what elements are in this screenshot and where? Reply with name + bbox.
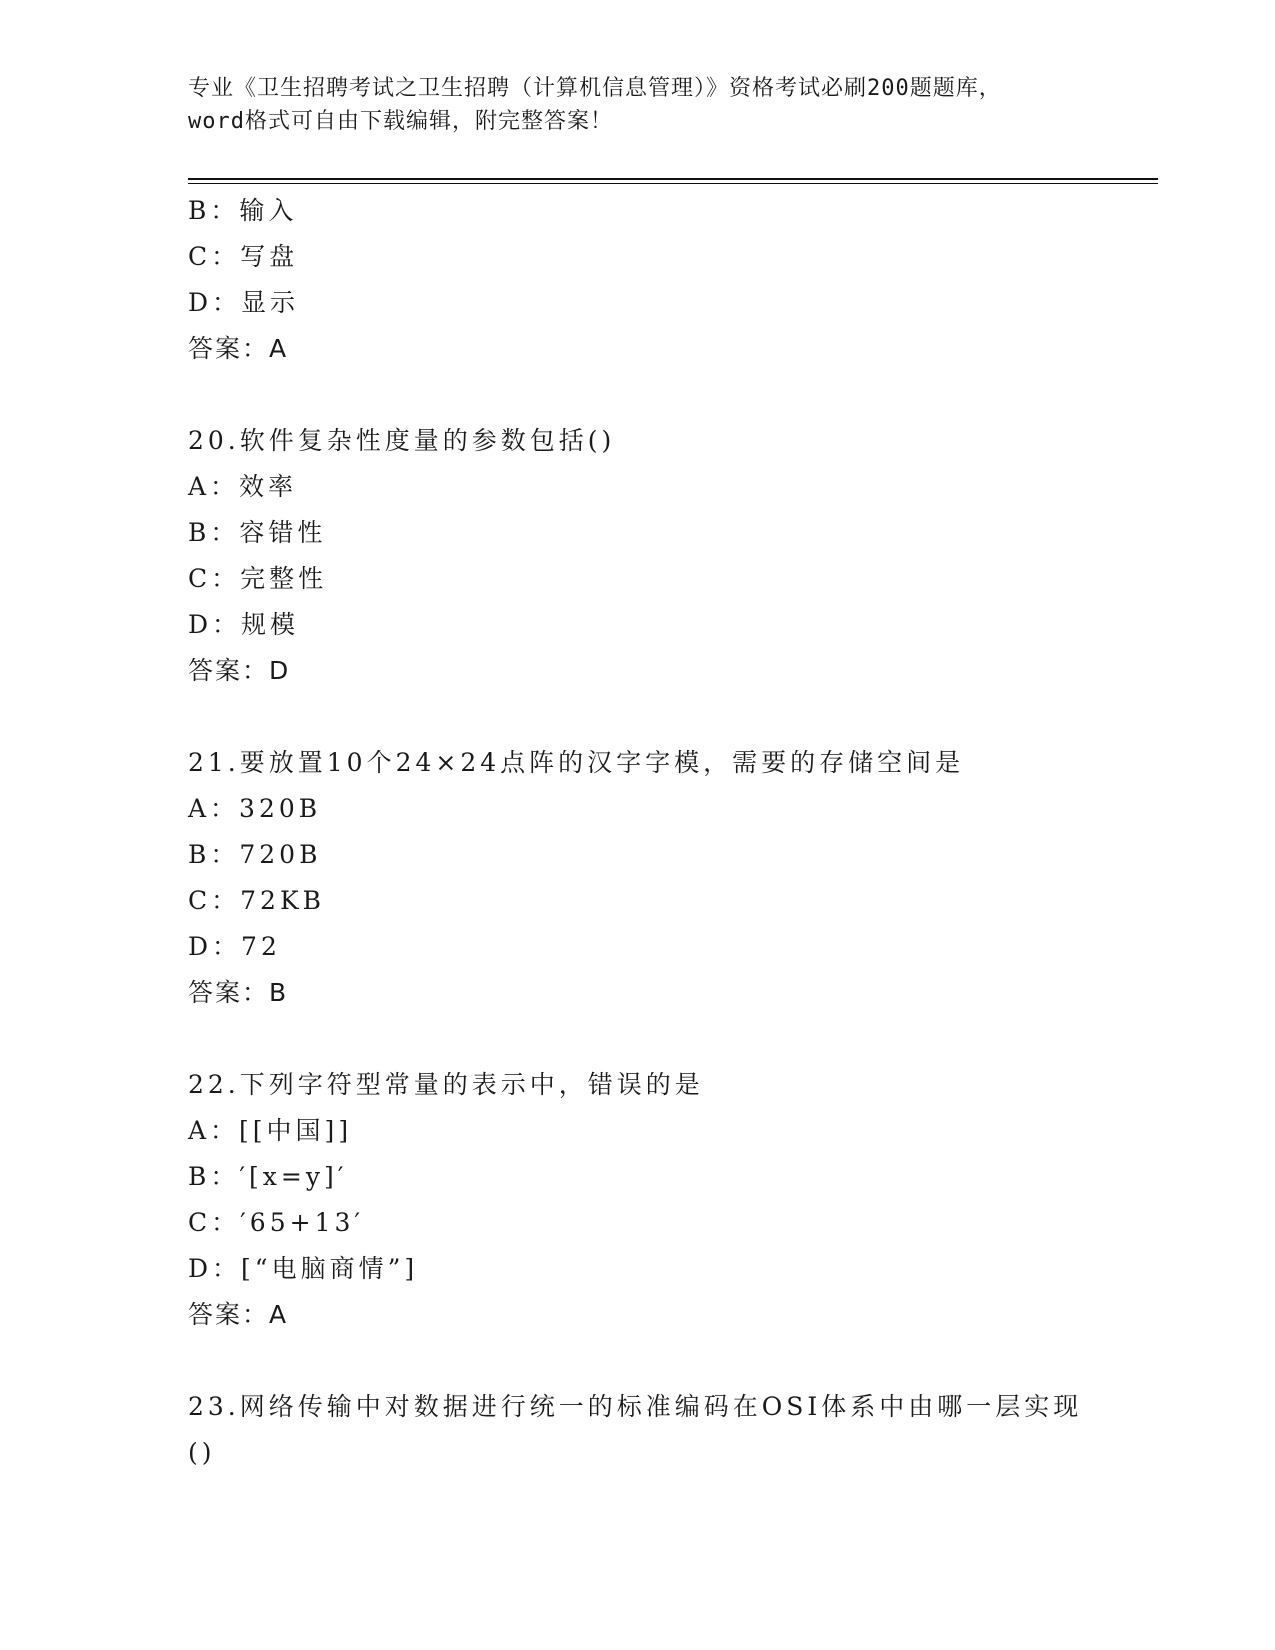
question-21 [188,740,1148,1016]
question-title: 23.网络传输中对数据进行统一的标准编码在OSI体系中由哪一层实现() [188,1392,1083,1467]
answer-line: 答案：A [188,334,289,363]
option-a: A：320B [188,794,322,823]
header-line-2: word格式可自由下载编辑，附完整答案！ [188,109,613,134]
question-22 [188,1062,1148,1338]
option-a: A：[[中国]] [188,1116,353,1145]
page-header [188,72,1088,138]
question-20 [188,418,1148,694]
question-title: 21.要放置10个24×24点阵的汉字字模，需要的存储空间是 [188,748,965,777]
question-23 [188,1384,1148,1476]
answer-line: 答案：A [188,1300,289,1329]
question-19-continued [188,188,1148,372]
option-d: D：[“电脑商情”] [188,1254,419,1283]
question-list [188,188,1148,1476]
header-line-1: 专业《卫生招聘考试之卫生招聘（计算机信息管理）》资格考试必刷200题题库， [188,76,1002,101]
option-b: B：容错性 [188,518,327,547]
header-divider-thin [188,183,1158,184]
question-title: 20.软件复杂性度量的参数包括() [188,426,616,455]
option-c: C：72KB [188,886,325,915]
option-d: D：规模 [188,610,300,639]
spacer [188,372,1148,418]
spacer [188,694,1148,740]
question-title: 22.下列字符型常量的表示中，错误的是 [188,1070,704,1099]
option-a: A：效率 [188,472,298,501]
option-c: C：写盘 [188,242,299,271]
spacer [188,1016,1148,1062]
header-divider-thick [188,178,1158,180]
answer-line: 答案：B [188,978,289,1007]
option-c: C：′65+13′ [188,1208,365,1237]
option-d: D：72 [188,932,281,961]
spacer [188,1338,1148,1384]
option-b: B：′[x=y]′ [188,1162,348,1191]
option-b: B：输入 [188,196,298,225]
option-b: B：720B [188,840,322,869]
option-d: D：显示 [188,288,300,317]
answer-line: 答案：D [188,656,291,685]
option-c: C：完整性 [188,564,328,593]
